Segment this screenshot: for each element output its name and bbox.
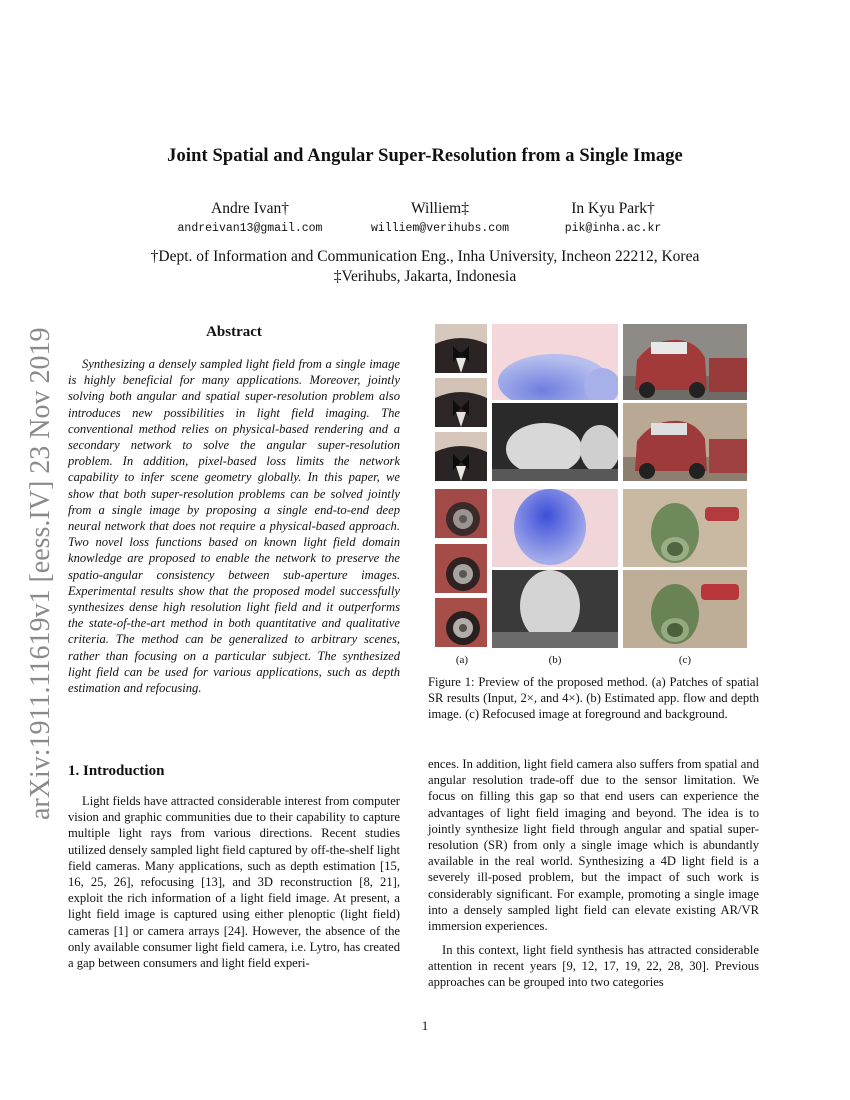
body-paragraph: ences. In addition, light field camera also suffers from spatial and angular resolution trade-off due to the sensor limitation. We focus on filling this gap so that end users can experience the advantages of light field imaging and beyond. The idea is to jointly synthesize light field through angular and spatial super-resolution (SR) from only a single image which is abundantly available in the real world. Synthesizing a 4D light field is a severely ill-posed problem, but the impact of such work is considerably significant. For example, promoting a single image into a densely sampled light field can elevate existing AR/VR immersion experiences. (428, 757, 759, 934)
figure-caption: Figure 1: Preview of the proposed method. (a) Patches of spatial SR results (Input, 2×, and 4×). (b) Estimated app. flow and depth image. (c) Refocused image at foreground and background. (428, 675, 759, 722)
affiliation: †Dept. of Information and Communication Eng., Inha University, Incheon 22212, Korea (150, 248, 700, 265)
figure-panel-c-refocus (623, 570, 747, 648)
paper-title: Joint Spatial and Angular Super-Resolution from a Single Image (167, 146, 683, 166)
figure-panel-c-refocus (623, 489, 747, 567)
author-name: Andre Ivan† (211, 200, 289, 217)
figure-subfigure-label: (a) (455, 654, 469, 666)
affiliation: ‡Verihubs, Jakarta, Indonesia (333, 268, 517, 285)
author-email: pik@inha.ac.kr (564, 222, 662, 235)
figure-panel-b-depth (492, 570, 618, 648)
section-heading: 1. Introduction (68, 763, 165, 779)
abstract-heading: Abstract (206, 324, 262, 340)
figure-panel-a-patch (435, 432, 487, 481)
figure-panel-a-patch (435, 489, 487, 538)
figure-subfigure-label: (b) (548, 654, 562, 666)
author-name: In Kyu Park† (571, 200, 655, 217)
page-number: 1 (421, 1018, 429, 1033)
figure-subfigure-label: (c) (678, 654, 692, 666)
figure-panel-b-flow (492, 489, 618, 567)
figure-panel-a-patch (435, 378, 487, 427)
author-name: Williem‡ (411, 200, 469, 217)
arxiv-stamp: arXiv:1911.11619v1 [eess.IV] 23 Nov 2019 (25, 327, 56, 820)
figure-panel-a-patch (435, 598, 487, 647)
author-email: andreivan13@gmail.com (177, 222, 323, 235)
figure-panel-c-refocus (623, 324, 747, 400)
author-email: williem@verihubs.com (370, 222, 510, 235)
figure-panel-a-patch (435, 324, 487, 373)
figure-panel-a-patch (435, 544, 487, 593)
body-paragraph: In this context, light field synthesis has attracted considerable attention in recent years [9, 12, 17, 19, 22, 28, 30]. Previous approaches can be grouped into two categories (428, 943, 759, 990)
abstract-text: Synthesizing a densely sampled light field from a single image is highly beneficial for many applications. Moreover, jointly solving both angular and spatial super-resolution problem also introduces new possibilities in light field imaging. The conventional method relies on physical-based rendering and a secondary network to solve the angular super-resolution problem. In addition, pixel-based loss limits the network capability to infer scene geometry globally. In this paper, we show that both super-resolution problems can be solved jointly from a single image by proposing a single end-to-end deep neural network that does not require a physical-based approach. Two novel loss functions based on known light field domain knowledge are proposed to enable the network to preserve the spatio-angular consistency between sub-aperture images. Experimental results show that the proposed model successfully synthesizes dense high resolution light field and it outperforms the state-of-the-art method in both quantitative and qualitative criteria. The method can be generalized to arbitrary scenes, rather than focusing on a particular subject. The synthesized light field can be used for various applications, such as depth estimation and refocusing. (68, 357, 400, 696)
figure-panel-b-depth (492, 403, 618, 481)
figure-panel-c-refocus (623, 403, 747, 481)
body-paragraph: Light fields have attracted considerable interest from computer vision and graphic communities due to their capability to capture multiple light rays from various directions. Recent studies utilized densely sampled light field captured by off-the-shelf light field cameras. Many applications, such as depth estimation [15, 16, 25, 26], refocusing [13], and 3D reconstruction [8, 21], exploit the rich information of a light field image. At present, a light field image is captured using either plenoptic (light field) cameras [1] or camera arrays [24]. However, the absence of the only available consumer light field camera, i.e. Lytro, has created a gap between consumers and light field experi- (68, 794, 400, 971)
figure-panel-b-flow (492, 324, 618, 400)
